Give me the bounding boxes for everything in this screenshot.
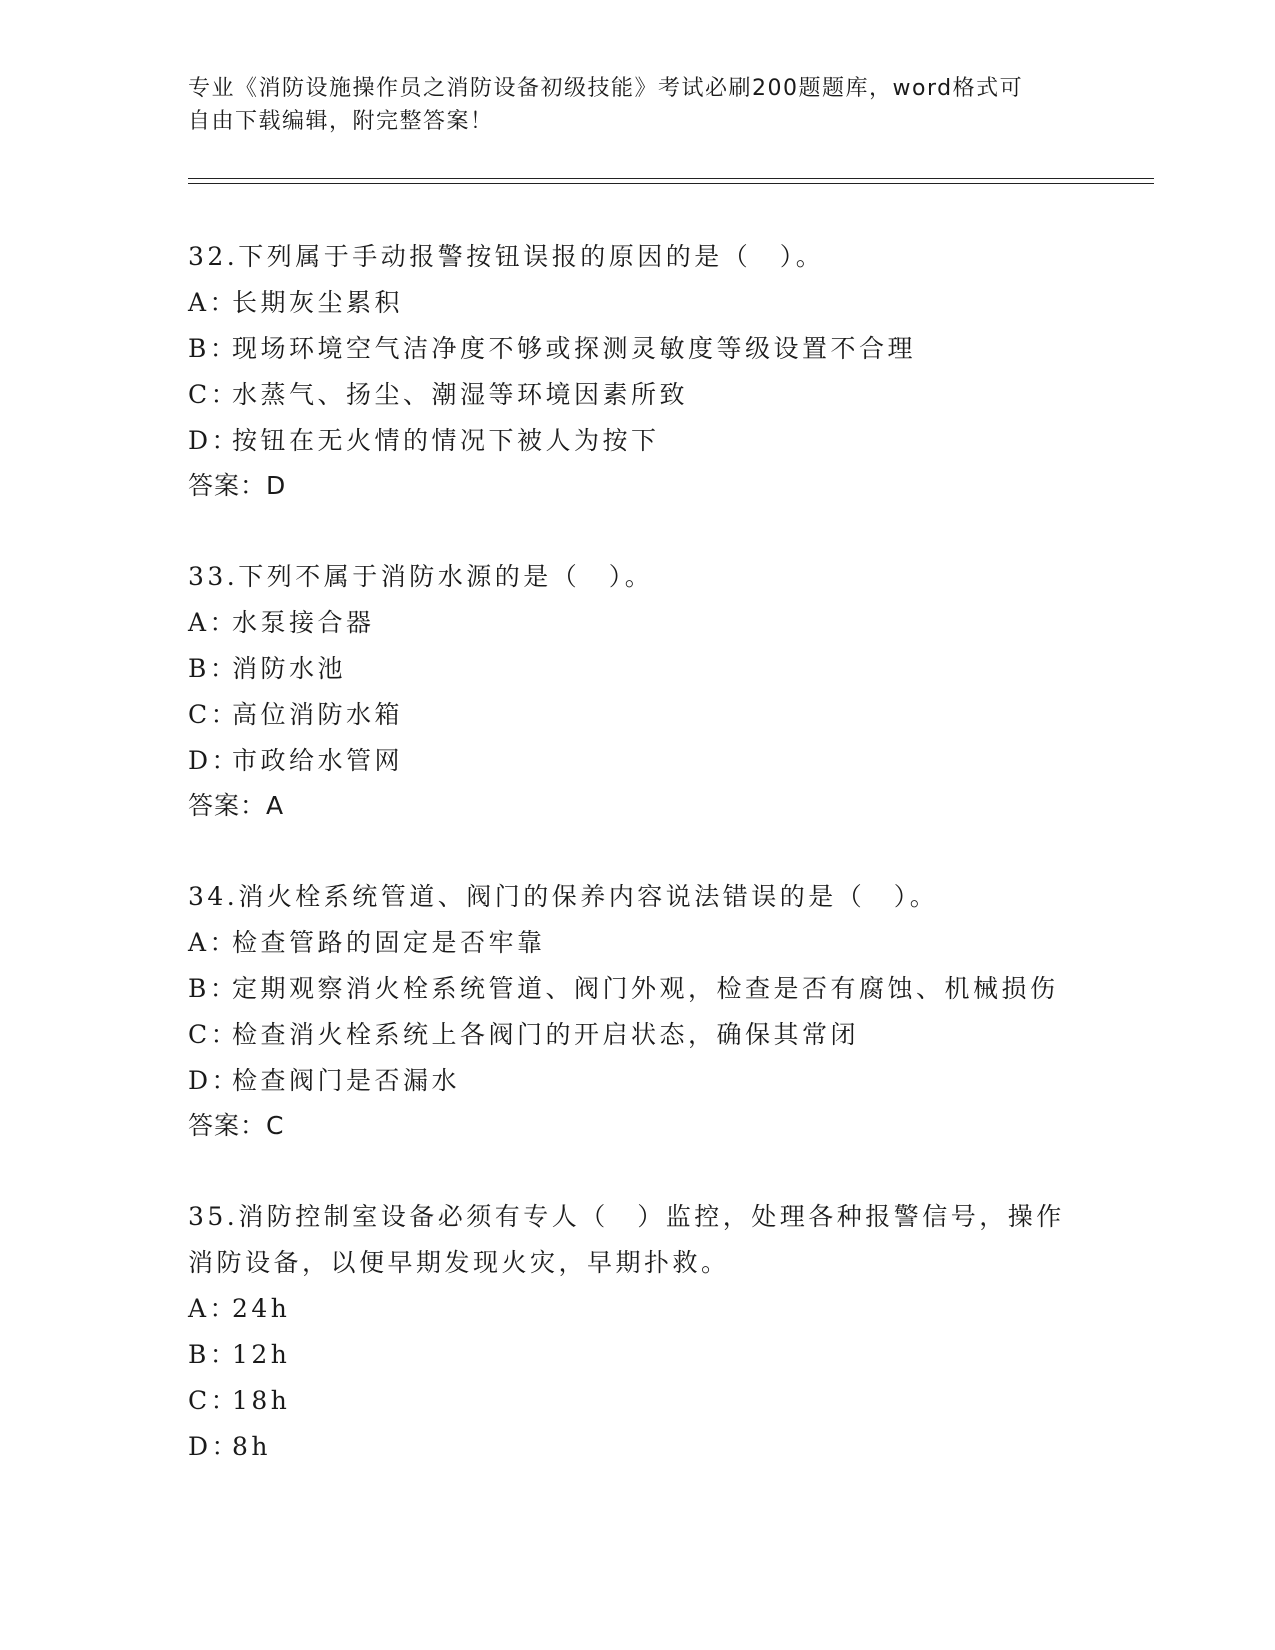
question-stem: 35.消防控制室设备必须有专人（ ）监控，处理各种报警信号，操作消防设备，以便早期发现火灾，早期扑救。 [188,1202,1065,1277]
option-c [188,692,1108,738]
option-key: D： [188,426,241,455]
option-a [188,1286,1108,1332]
question-stem: 34.消火栓系统管道、阀门的保养内容说法错误的是（ ）。 [188,882,939,911]
option-key: D： [188,746,241,775]
question-stem: 32.下列属于手动报警按钮误报的原因的是（ ）。 [188,242,825,271]
option-text: 高位消防水箱 [232,700,404,729]
answer-value: A [266,791,285,820]
option-text: 24h [232,1294,291,1323]
answer-line [188,783,1108,829]
option-key: C： [188,1020,240,1049]
option-text: 18h [232,1386,291,1415]
option-text: 水蒸气、扬尘、潮湿等环境因素所致 [232,380,689,409]
answer-line [188,1103,1108,1149]
option-text: 检查管路的固定是否牢靠 [232,928,546,957]
question-35 [188,1194,1108,1470]
option-b [188,1332,1108,1378]
option-text: 定期观察消火栓系统管道、阀门外观，检查是否有腐蚀、机械损伤 [232,974,1059,1003]
option-text: 检查消火栓系统上各阀门的开启状态，确保其常闭 [232,1020,860,1049]
option-b [188,646,1108,692]
option-key: B： [188,334,239,363]
option-d [188,418,1108,464]
header-divider-top [188,178,1154,179]
option-key: C： [188,700,240,729]
option-text: 长期灰尘累积 [232,288,404,317]
answer-label: 答案： [188,471,267,500]
header-divider-bottom [188,183,1154,184]
option-d [188,1058,1108,1104]
option-key: A： [188,608,239,637]
option-text: 市政给水管网 [232,746,404,775]
answer-label: 答案： [188,791,267,820]
option-d [188,738,1108,784]
option-d [188,1424,1108,1470]
option-key: B： [188,974,239,1003]
option-a [188,600,1108,646]
option-text: 水泵接合器 [232,608,375,637]
option-key: C： [188,1386,240,1415]
document-header [188,72,1088,138]
header-line-1: 专业《消防设施操作员之消防设备初级技能》考试必刷200题题库，word格式可 [188,76,1024,101]
option-key: C： [188,380,240,409]
option-key: D： [188,1432,241,1461]
question-33 [188,554,1108,829]
option-a [188,920,1108,966]
option-key: A： [188,1294,239,1323]
option-key: D： [188,1066,241,1095]
option-text: 8h [232,1432,272,1461]
option-key: A： [188,928,239,957]
option-text: 12h [232,1340,291,1369]
option-a [188,280,1108,326]
question-stem: 33.下列不属于消防水源的是（ ）。 [188,562,654,591]
option-key: A： [188,288,239,317]
option-c [188,1378,1108,1424]
answer-value: D [266,471,287,500]
option-c [188,1012,1108,1058]
option-text: 按钮在无火情的情况下被人为按下 [232,426,660,455]
header-line-2: 自由下载编辑，附完整答案！ [188,109,494,134]
answer-line [188,463,1108,509]
answer-value: C [266,1111,285,1140]
option-text: 现场环境空气洁净度不够或探测灵敏度等级设置不合理 [232,334,917,363]
option-text: 消防水池 [232,654,347,683]
answer-label: 答案： [188,1111,267,1140]
question-32 [188,234,1108,509]
option-b [188,326,1108,372]
option-key: B： [188,1340,239,1369]
question-34 [188,874,1108,1149]
option-key: B： [188,654,239,683]
option-c [188,372,1108,418]
option-text: 检查阀门是否漏水 [232,1066,461,1095]
option-b [188,966,1108,1012]
